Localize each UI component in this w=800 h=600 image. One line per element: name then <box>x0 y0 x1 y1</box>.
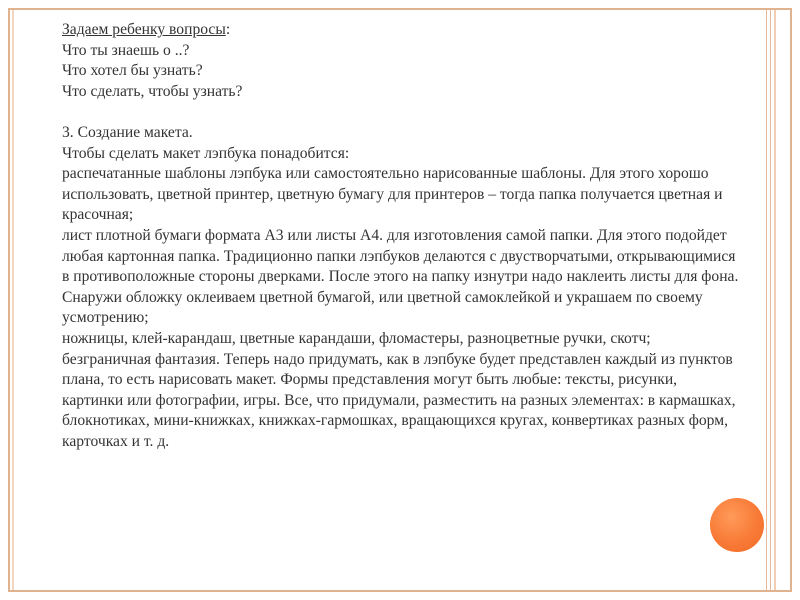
left-decor-rule <box>12 10 14 590</box>
heading-colon: : <box>225 21 231 38</box>
right-decor-rule <box>766 10 767 590</box>
question-line: Что хотел бы узнать? <box>62 62 203 80</box>
list-item: безграничная фантазия. Теперь надо придумать, как в лэпбуке будет представлен каждый из пунктов плана, то есть нарисовать макет. Формы представления могут быть любые: тексты, рисунки, картинки или фотографии, игры. Все, что придумали, разместить на разных элементах: в кармашках, блокнотиках, мини-книжках, книжках-гармошках, вращающихся кругах, конвертиках разных форм, карточках и т. д. <box>62 350 736 450</box>
heading-line <box>62 20 742 41</box>
list-item: лист плотной бумаги формата А3 или листы А4. для изготовления самой папки. Для этого подойдет любая картонная папка. Традиционно папки лэпбуков делаются с двустворчатыми, открывающимися в противоположные стороны дверками. После этого на папку изнутри надо наклеить листы для фона. Снаружи обложку оклеиваем цветной бумагой, или цветной самоклейкой и украшаем по своему усмотрению; <box>62 226 739 327</box>
question-line: Что сделать, чтобы узнать? <box>62 82 243 100</box>
slide-text-body <box>62 20 742 452</box>
right-decor-rule <box>774 10 776 590</box>
list-item: распечатанные шаблоны лэпбука или самостоятельно нарисованные шаблоны. Для этого хорошо использовать, цветной принтер, цветную бумагу для принтеров – тогда папка получается цветная и красочная; <box>62 165 723 224</box>
list-item: ножницы, клей-карандаш, цветные карандаши, фломастеры, разноцветные ручки, скотч; <box>62 329 651 347</box>
section-title: 3. Создание макета. <box>62 123 193 141</box>
intro-line: Чтобы сделать макет лэпбука понадобится: <box>62 144 350 162</box>
question-line: Что ты знаешь о ..? <box>62 41 190 59</box>
right-decor-rule <box>770 10 771 590</box>
orange-circle-decoration <box>710 498 764 552</box>
blank-line <box>62 102 742 123</box>
heading-text: Задаем ребенку вопросы <box>62 21 226 38</box>
